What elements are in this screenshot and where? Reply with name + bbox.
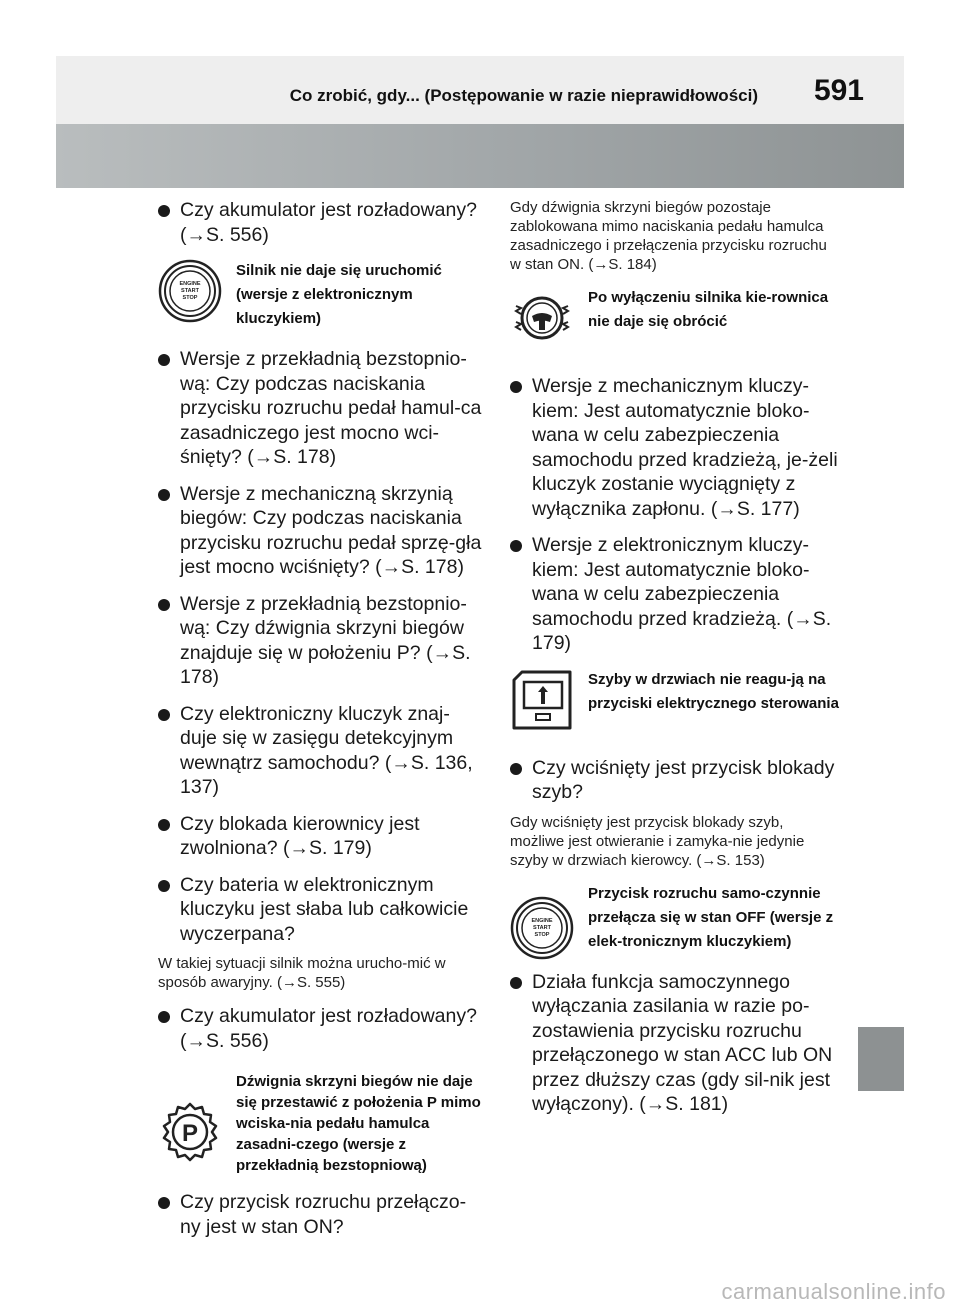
- bullet-item: Czy wciśnięty jest przycisk blokady szyb?: [510, 756, 840, 805]
- topic-shift-lever-stuck: [158, 1071, 483, 1176]
- topic-heading: Przycisk rozruchu samo-czynnie przełącza się w stan OFF (wersje z elek-tronicznym kluczykiem): [588, 884, 834, 950]
- bullet-item: Wersje z mechanicznym kluczy-kiem: Jest automatycznie bloko-wana w celu zabezpieczenia samochodu przed kradzieżą, je-żeli kluczyk zostanie wyciągnięty z wyłącznika zapłonu. (→S. 177): [510, 374, 840, 521]
- engine-start-stop-button-icon: [510, 896, 574, 960]
- header-band: [56, 56, 904, 188]
- topic-heading: Szyby w drzwiach nie reagu-ją na przyciski elektrycznego sterowania: [588, 670, 839, 712]
- bullet-item: Wersje z przekładnią bezstopnio-wą: Czy podczas naciskania przycisku rozruchu pedał hamul-ca zasadniczego jest mocno wci-śnięty? (→S. 178): [158, 347, 483, 470]
- bullet-item: Czy akumulator jest rozładowany? (→S. 556): [158, 1004, 483, 1053]
- note-text: W takiej sytuacji silnik można urucho-mić w sposób awaryjny. (→S. 555): [158, 955, 446, 991]
- page-number: 591: [813, 74, 864, 107]
- icon-text-stop: STOP: [534, 931, 550, 938]
- icon-text-start: START: [533, 924, 551, 931]
- topic-heading: Dźwignia skrzyni biegów nie daje się przestawić z położenia P mimo wciska-nia pedału hamulca zasadni-czego (wersje z przekładnią bezstopniową): [236, 1073, 481, 1174]
- bullet-item: Czy blokada kierownicy jest zwolniona? (→S. 179): [158, 812, 483, 861]
- bullet-item: Wersje z mechaniczną skrzynią biegów: Czy podczas naciskania przycisku rozruchu pedał sprzę-gła jest mocno wciśnięty? (→S. 178): [158, 482, 483, 580]
- page-header-title: Co zrobić, gdy... (Postępowanie w razie nieprawidłowości): [289, 86, 758, 105]
- icon-text-engine: ENGINE: [531, 917, 553, 924]
- topic-windows-not-responding: [510, 668, 840, 742]
- topic-heading: Silnik nie daje się uruchomić (wersje z elektronicznym kluczykiem): [236, 262, 442, 327]
- park-gear-icon: [158, 1101, 222, 1165]
- bullet-item: Działa funkcja samoczynnego wyłączania zasilania w razie po-zostawienia przycisku rozruchu przełączonego w stan ACC lub ON przez dłuższy czas (gdy sil-nik jest wyłączony). (→S. 181): [510, 970, 840, 1117]
- engine-start-stop-button-icon: [158, 259, 222, 323]
- bullet-item: Czy akumulator jest rozładowany? (→S. 556): [158, 198, 483, 247]
- chapter-side-tab: [858, 1027, 904, 1091]
- header-gradient-bar: [56, 124, 904, 188]
- note-text: Gdy dźwignia skrzyni biegów pozostaje zablokowana mimo naciskania pedału hamulca zasadniczego i przełączenia przycisku rozruchu w stan ON. (→S. 184): [510, 199, 827, 273]
- icon-text-start: START: [181, 288, 199, 294]
- bullet-item: Czy elektroniczny kluczyk znaj-duje się w zasięgu detekcyjnym wewnątrz samochodu? (→S. 136, 137): [158, 702, 483, 800]
- right-column: [510, 198, 840, 1129]
- note-text: Gdy wciśnięty jest przycisk blokady szyb, możliwe jest otwieranie i zamyka-nie jedynie szyby w drzwiach kierowcy. (→S. 153): [510, 813, 805, 869]
- icon-text-engine: ENGINE: [179, 281, 201, 287]
- topic-engine-wont-start: [158, 259, 483, 333]
- watermark: carmanualsonline.info: [721, 1279, 946, 1304]
- bullet-item: Czy przycisk rozruchu przełączo-ny jest w stan ON?: [158, 1190, 483, 1239]
- header-top-strip: [56, 56, 904, 124]
- bullet-item: Wersje z przekładnią bezstopnio-wą: Czy dźwignia skrzyni biegów znajduje się w położeniu P? (→S. 178): [158, 592, 483, 690]
- bullet-item: Czy bateria w elektronicznym kluczyku jest słaba lub całkowicie wyczerpana?: [158, 873, 483, 947]
- topic-steering-locked: [510, 286, 840, 360]
- power-window-icon: [510, 668, 574, 732]
- topic-start-button-auto-off: [510, 882, 840, 956]
- bullet-item: Wersje z elektronicznym kluczy-kiem: Jest automatycznie bloko-wana w celu zabezpieczenia samochodu przed kradzieżą. (→S. 179): [510, 533, 840, 656]
- topic-heading: Po wyłączeniu silnika kie-rownica nie daje się obrócić: [588, 289, 829, 330]
- steering-lock-icon: [510, 286, 574, 350]
- icon-text-stop: STOP: [182, 295, 198, 301]
- park-letter: P: [181, 1120, 199, 1147]
- left-column: [158, 198, 483, 1251]
